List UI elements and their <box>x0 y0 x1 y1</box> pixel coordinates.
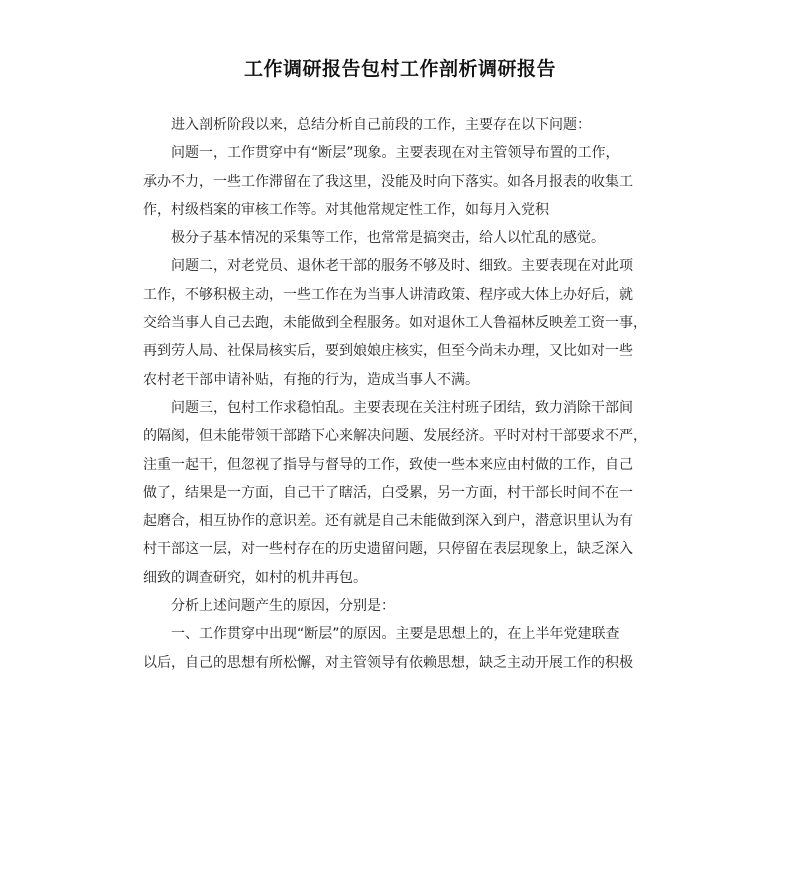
text-line: 分析上述问题产生的原因，分别是： <box>171 598 395 615</box>
text-line: 作，村级档案的审核工作等。对其他常规定性工作，如每月入党积 <box>143 201 549 218</box>
document-title: 工作调研报告包村工作剖析调研报告 <box>243 58 556 80</box>
text-line: 再到劳人局、社保局核实后，要到娘娘庄核实，但至今尚未办理，又比如对一些 <box>143 343 633 360</box>
text-line: 以后，自己的思想有所松懈，对主管领导有依赖思想，缺乏主动开展工作的积极 <box>143 654 633 671</box>
text-line: 一、工作贯穿中出现“断层”的原因。主要是思想上的，在上半年党建联查 <box>171 626 620 643</box>
document-body <box>143 111 659 677</box>
text-line: 村干部这一层，对一些村存在的历史遗留问题，只停留在表层现象上，缺乏深入 <box>143 541 633 558</box>
text-line: 交给当事人自己去跑，未能做到全程服务。如对退休工人鲁福林反映差工资一事， <box>143 315 647 332</box>
text-line: 承办不力，一些工作滞留在了我这里，没能及时向下落实。如各月报表的收集工 <box>143 173 633 190</box>
text-line: 问题一，工作贯穿中有“断层”现象。主要表现在对主管领导布置的工作， <box>171 145 620 162</box>
text-line: 细致的调查研究，如村的机井再包。 <box>143 569 367 586</box>
text-line: 问题二，对老党员、退休老干部的服务不够及时、细致。主要表现在对此项 <box>171 258 633 275</box>
text-line: 起磨合，相互协作的意识差。还有就是自己未能做到深入到户，潜意识里认为有 <box>143 513 633 530</box>
text-line: 注重一起干，但忽视了指导与督导的工作，致使一些本来应由村做的工作，自己 <box>143 456 633 473</box>
text-line: 进入剖析阶段以来，总结分析自己前段的工作，主要存在以下问题： <box>171 117 591 133</box>
text-line: 农村老干部申请补贴，有拖的行为，造成当事人不满。 <box>143 371 479 388</box>
text-line: 问题三，包村工作求稳怕乱。主要表现在关注村班子团结，致力消除干部间 <box>171 399 633 416</box>
text-line: 的隔阂，但未能带领干部踏下心来解决问题、发展经济。平时对村干部要求不严， <box>143 428 647 445</box>
text-line: 做了，结果是一方面，自己干了瞎活，白受累，另一方面，村干部长时间不在一 <box>143 484 633 501</box>
text-line: 工作，不够积极主动，一些工作在为当事人讲清政策、程序或大体上办好后，就 <box>143 286 633 303</box>
text-line: 极分子基本情况的采集等工作，也常常是搞突击，给人以忙乱的感觉。 <box>171 230 605 247</box>
